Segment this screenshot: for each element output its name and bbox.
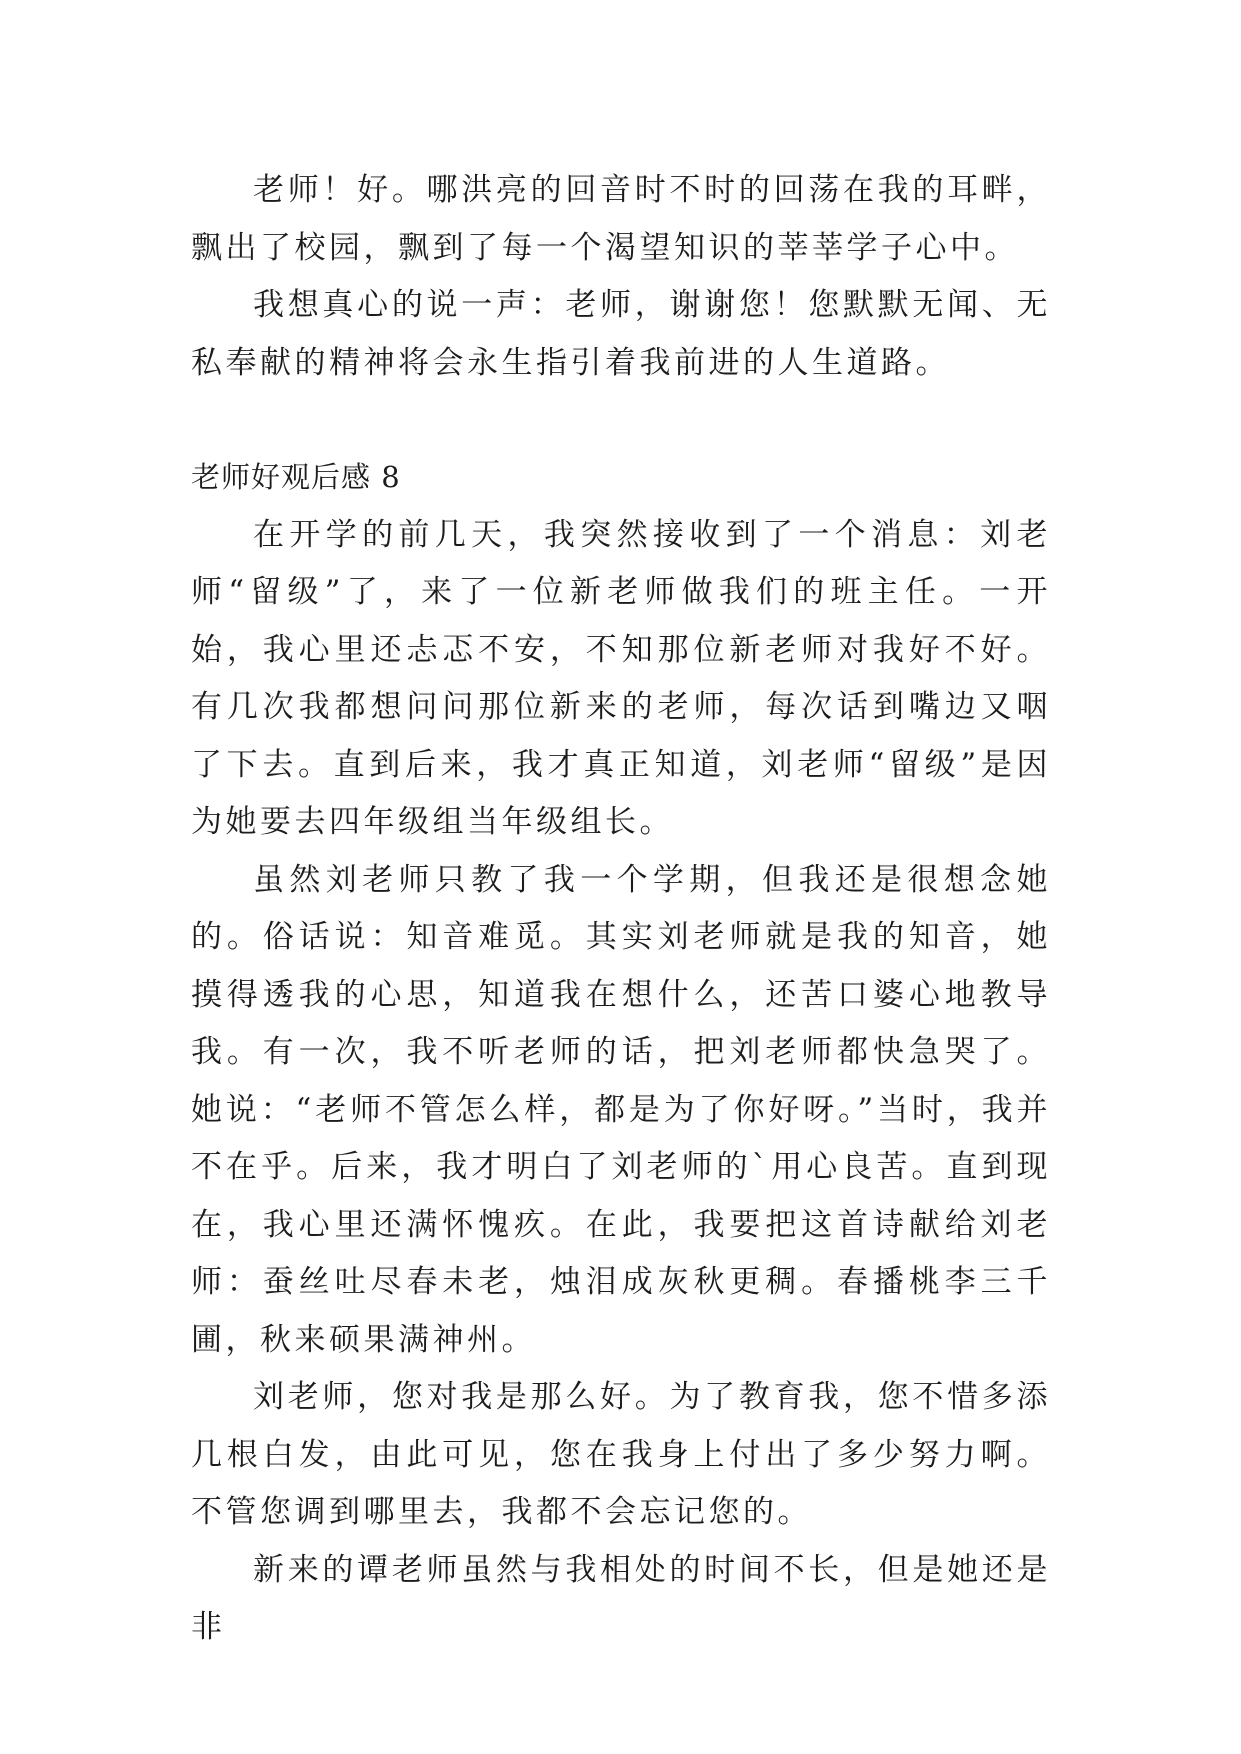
paragraph: 在开学的前几天，我突然接收到了一个消息：刘老师“留级”了，来了一位新老师做我们的班主任。一开始，我心里还忐忑不安，不知那位新老师对我好不好。有几次我都想问问那位新来的老师，每次话到嘴边又咽了下去。直到后来，我才真正知道，刘老师“留级”是因为她要去四年级组当年级组长。 <box>191 516 1051 840</box>
paragraph: 刘老师，您对我是那么好。为了教育我，您不惜多添几根白发，由此可见，您在我身上付出了多少努力啊。不管您调到哪里去，我都不会忘记您的。 <box>191 1379 1051 1530</box>
section-heading: 老师好观后感 8 <box>191 460 401 494</box>
paragraph: 我想真心的说一声：老师，谢谢您！您默默无闻、无私奉献的精神将会永生指引着我前进的人生道路。 <box>191 287 1051 381</box>
paragraph: 虽然刘老师只教了我一个学期，但我还是很想念她的。俗话说：知音难觅。其实刘老师就是我的知音，她摸得透我的心思，知道我在想什么，还苦口婆心地教导我。有一次，我不听老师的话，把刘老师都快急哭了。她说：“老师不管怎么样，都是为了你好呀。”当时，我并不在乎。后来，我才明白了刘老师的`用心良苦。直到现在，我心里还满怀愧疚。在此，我要把这首诗献给刘老师：蚕丝吐尽春未老，烛泪成灰秋更稠。春播桃李三千圃，秋来硕果满神州。 <box>191 861 1051 1358</box>
document-body <box>191 162 1051 1657</box>
paragraph: 新来的谭老师虽然与我相处的时间不长，但是她还是非 <box>191 1551 1051 1645</box>
paragraph: 老师！好。哪洪亮的回音时不时的回荡在我的耳畔，飘出了校园，飘到了每一个渴望知识的莘莘学子心中。 <box>191 172 1051 266</box>
